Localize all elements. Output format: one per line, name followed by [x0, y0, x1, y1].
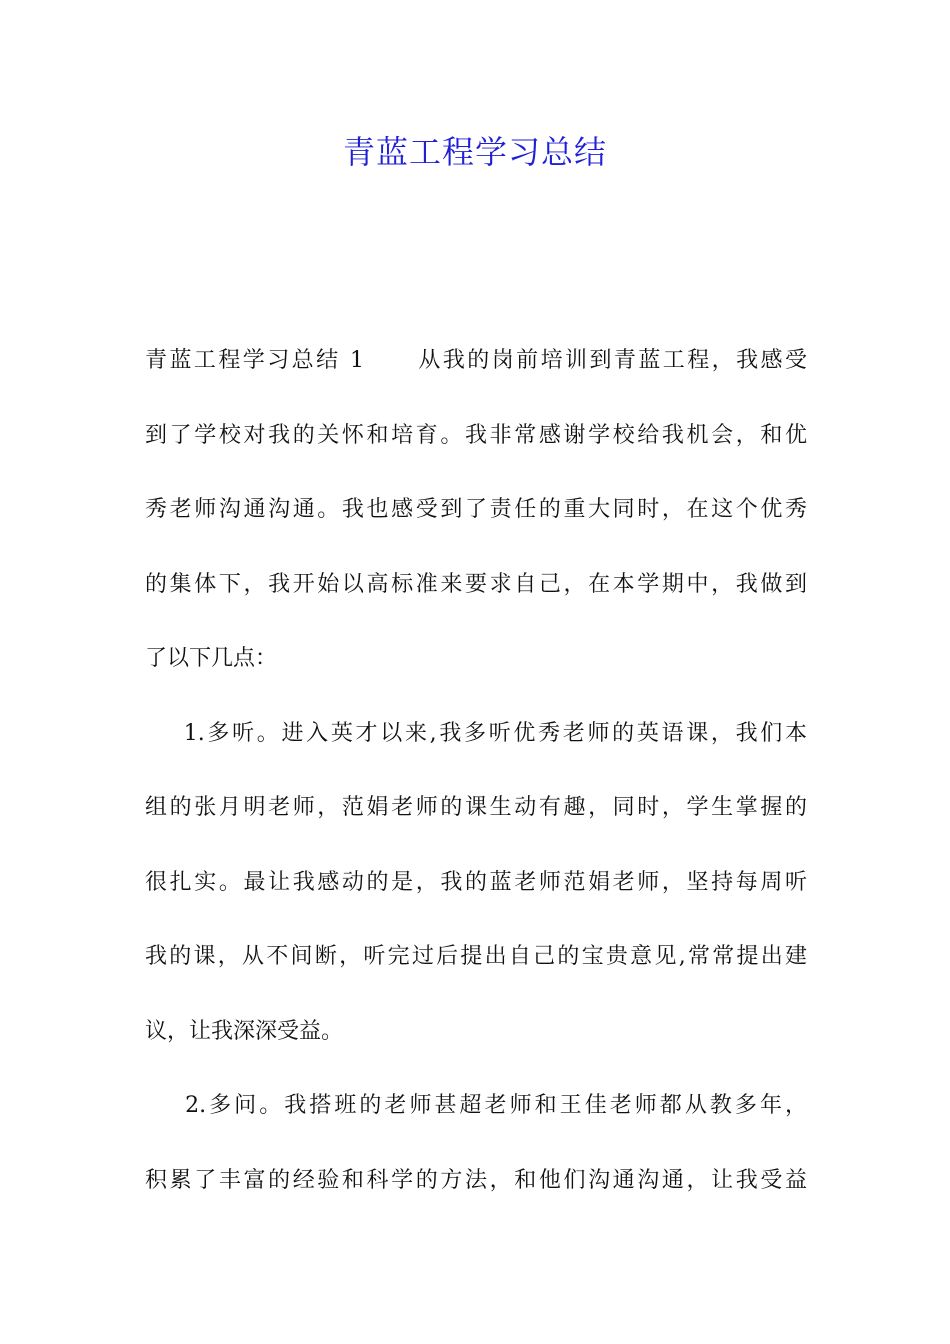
paragraph-line: [145, 336, 807, 386]
paragraph-line: 议，让我深深受益。: [145, 1018, 344, 1044]
paragraph-line: 组的张月明老师，范娟老师的课生动有趣，同时，学生掌握的: [145, 795, 807, 820]
document-body: [145, 336, 807, 1206]
paragraph-line: 了以下几点：: [145, 646, 278, 671]
paragraph-line: 我的课，从不间断，听完过后提出自己的宝贵意见,常常提出建: [145, 944, 807, 969]
section-heading: 青蓝工程学习总结 1: [145, 348, 364, 373]
paragraph-text: 从我的岗前培训到青蓝工程，我感受: [415, 348, 807, 373]
paragraph-line: 2.多问。我搭班的老师甚超老师和王佳老师都从教多年，: [145, 1093, 807, 1118]
paragraph-line: 的集体下，我开始以高标准来要求自己，在本学期中，我做到: [145, 571, 807, 597]
paragraph-line: 1.多听。进入英才以来,我多听优秀老师的英语课，我们本: [145, 720, 807, 746]
paragraph-line: 积累了丰富的经验和科学的方法，和他们沟通沟通，让我受益: [145, 1167, 807, 1193]
paragraph-line: 秀老师沟通沟通。我也感受到了责任的重大同时，在这个优秀: [145, 497, 807, 522]
paragraph-line: 到了学校对我的关怀和培育。我非常感谢学校给我机会，和优: [145, 422, 807, 448]
document-title: 青蓝工程学习总结: [342, 133, 607, 171]
paragraph-line: 很扎实。最让我感动的是，我的蓝老师范娟老师，坚持每周听: [145, 869, 807, 895]
